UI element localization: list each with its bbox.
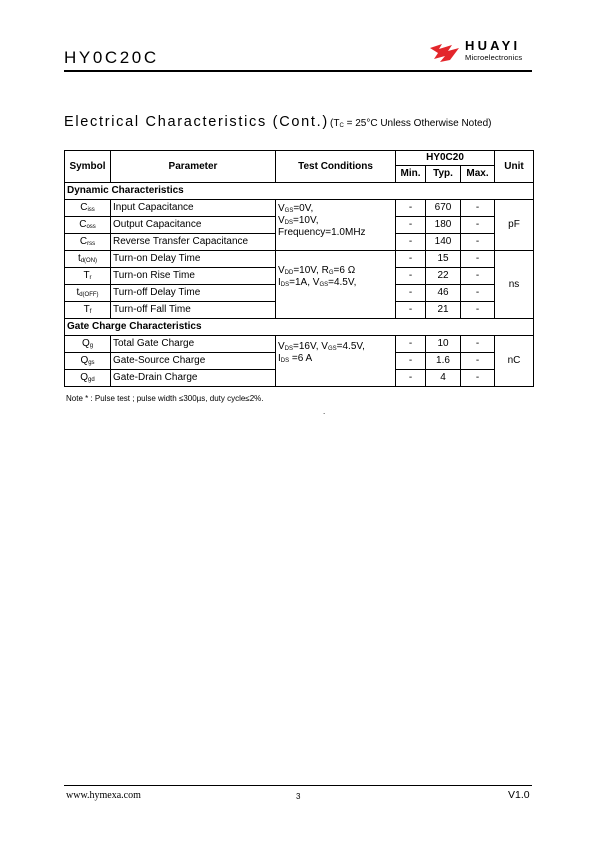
min-cell: - <box>396 285 426 302</box>
parameter-cell: Input Capacitance <box>111 200 276 217</box>
section-row-dynamic <box>65 183 534 200</box>
dynamic-section-title: Dynamic Characteristics <box>65 183 534 200</box>
header-typ: Typ. <box>426 166 461 183</box>
header-parameter: Parameter <box>111 151 276 183</box>
header-rule <box>64 70 532 72</box>
typ-cell: 140 <box>426 234 461 251</box>
symbol-cell: $Q_{gd}$ <box>65 370 111 387</box>
symbol-cell: $t_{d(ON)}$ <box>65 251 111 268</box>
part-number: HY0C20C <box>64 48 159 67</box>
parameter-cell: Reverse Transfer Capacitance <box>111 234 276 251</box>
max-cell: - <box>461 200 495 217</box>
table-row <box>65 200 534 217</box>
min-cell: - <box>396 370 426 387</box>
min-cell: - <box>396 200 426 217</box>
symbol-cell: $Q_{gs}$ <box>65 353 111 370</box>
logo-subtitle: Microelectronics <box>465 53 523 62</box>
gate-charge-conditions: $V_{DS}=16V$, $V_{GS}=4.5V$, $I_{DS} =6$ A <box>276 336 396 387</box>
min-cell: - <box>396 217 426 234</box>
typ-cell: 10 <box>426 336 461 353</box>
min-cell: - <box>396 302 426 319</box>
symbol-cell: $t_{d(OFF)}$ <box>65 285 111 302</box>
header-symbol: Symbol <box>65 151 111 183</box>
section-row-gate <box>65 319 534 336</box>
footer-rule <box>64 785 532 786</box>
pulse-test-note: Note * : Pulse test ; pulse width ≤300µs, duty cycle≤2%. <box>66 394 264 403</box>
logo-mark-icon <box>428 38 462 66</box>
max-cell: - <box>461 251 495 268</box>
parameter-cell: Turn-off Fall Time <box>111 302 276 319</box>
symbol-cell: $C_{iss}$ <box>65 200 111 217</box>
max-cell: - <box>461 353 495 370</box>
parameter-cell: Gate-Drain Charge <box>111 370 276 387</box>
page-number: 3 <box>296 792 301 801</box>
parameter-cell: Output Capacitance <box>111 217 276 234</box>
unit-cell: ns <box>495 251 534 319</box>
footer-url: www.hymexa.com <box>66 790 141 801</box>
header-device: HY0C20 <box>396 151 495 166</box>
symbol-cell: $C_{oss}$ <box>65 217 111 234</box>
max-cell: - <box>461 268 495 285</box>
header-test-conditions: Test Conditions <box>276 151 396 183</box>
header-min: Min. <box>396 166 426 183</box>
typ-cell: 4 <box>426 370 461 387</box>
symbol-cell: $T_r$ <box>65 268 111 285</box>
section-conditions: ($T_C = 25^\circ C$ Unless Otherwise Noted) <box>330 118 492 129</box>
typ-cell: 21 <box>426 302 461 319</box>
typ-cell: 15 <box>426 251 461 268</box>
symbol-cell: $T_f$ <box>65 302 111 319</box>
table-row <box>65 336 534 353</box>
huayi-logo <box>428 38 533 66</box>
max-cell: - <box>461 234 495 251</box>
max-cell: - <box>461 336 495 353</box>
parameter-cell: Turn-on Delay Time <box>111 251 276 268</box>
parameter-cell: Turn-off Delay Time <box>111 285 276 302</box>
parameter-cell: Gate-Source Charge <box>111 353 276 370</box>
electrical-characteristics-table <box>64 150 534 387</box>
typ-cell: 1.6 <box>426 353 461 370</box>
gate-section-title: Gate Charge Characteristics <box>65 319 534 336</box>
typ-cell: 22 <box>426 268 461 285</box>
min-cell: - <box>396 234 426 251</box>
unit-cell: nC <box>495 336 534 387</box>
parameter-cell: Total Gate Charge <box>111 336 276 353</box>
max-cell: - <box>461 302 495 319</box>
min-cell: - <box>396 268 426 285</box>
max-cell: - <box>461 217 495 234</box>
min-cell: - <box>396 251 426 268</box>
version-label: V1.0 <box>508 789 530 801</box>
logo-wordmark: HUAYI <box>465 38 521 53</box>
min-cell: - <box>396 353 426 370</box>
unit-cell: pF <box>495 200 534 251</box>
header-max: Max. <box>461 166 495 183</box>
typ-cell: 46 <box>426 285 461 302</box>
typ-cell: 670 <box>426 200 461 217</box>
max-cell: - <box>461 370 495 387</box>
typ-cell: 180 <box>426 217 461 234</box>
max-cell: - <box>461 285 495 302</box>
min-cell: - <box>396 336 426 353</box>
capacitance-conditions: $V_{GS}=0V$, $V_{DS}=10V$, Frequency=1.0MHz <box>276 200 396 251</box>
table-row <box>65 251 534 268</box>
symbol-cell: $C_{rss}$ <box>65 234 111 251</box>
header-unit: Unit <box>495 151 534 183</box>
stray-dot: . <box>323 407 326 416</box>
section-title: Electrical Characteristics (Cont.) <box>64 114 329 130</box>
symbol-cell: $Q_g$ <box>65 336 111 353</box>
parameter-cell: Turn-on Rise Time <box>111 268 276 285</box>
table-header-row <box>65 151 534 166</box>
switching-conditions: $V_{DD}=10V$, $R_G=6$ Ω $I_{DS}=1A$, $V_{GS}=4.5V$, <box>276 251 396 319</box>
